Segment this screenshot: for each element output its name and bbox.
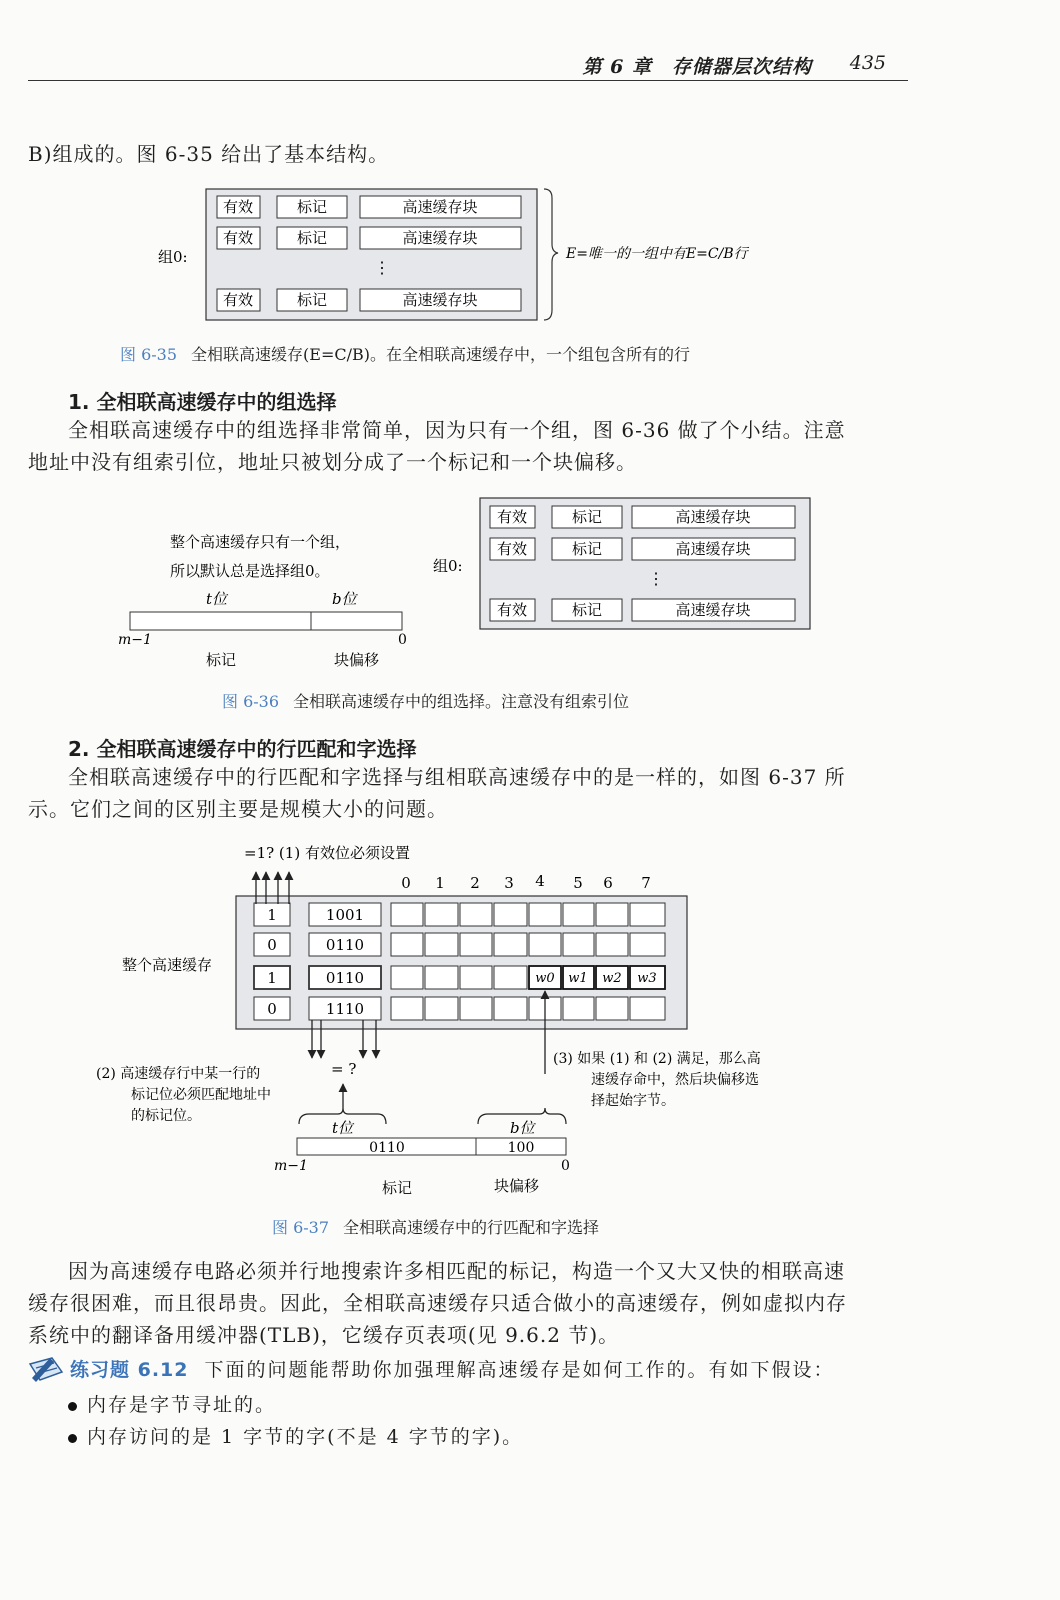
exercise-heading [70,1355,835,1382]
figure-6-35 [0,180,1060,330]
fig35-brace-note: E=唯一的一组中有E=C/B行 [566,246,748,262]
byte-cell [563,997,594,1020]
intro-paragraph: B)组成的。图 6-35 给出了基本结构。 [28,142,390,166]
tag-bits: 1001 [325,906,365,924]
fig36-set-label: 组0: [433,557,463,575]
fig37-address-offset: 100 [507,1140,535,1156]
byte-cell [494,933,527,956]
fig37-b-bits: b位 [510,1119,535,1137]
tag-label: 标记 [296,229,328,247]
figure-6-36 [0,490,1060,680]
chapter-title: 第 6 章 存储器层次结构 [582,56,812,78]
fig37-t-bits: t位 [332,1119,354,1137]
byte-cell [529,903,561,926]
fig36-note-line-1: 整个高速缓存只有一个组， [170,533,351,551]
fig35-ellipsis: ⋮ [374,258,390,277]
column-index: 1 [435,874,445,892]
fig36-offset-field [311,612,402,630]
fig37-caption [272,1215,599,1238]
block-label: 高速缓存块 [675,508,751,526]
byte-cell [596,997,628,1020]
exercise-title: 练习题 6.12 [70,1359,189,1381]
fig37-note2-line-1: (2) 高速缓存行中某一行的 [96,1066,261,1082]
tag-bits: 1110 [325,1000,365,1018]
fig37-note3-line-3: 择起始字节。 [591,1093,675,1109]
block-label: 高速缓存块 [675,601,751,619]
byte-cell [391,997,423,1020]
byte-cell [630,933,665,956]
section-1-paragraph-line-2: 地址中没有组索引位，地址只被划分成了一个标记和一个块偏移。 [28,450,637,474]
tag-label: 标记 [571,601,603,619]
byte-cell [391,933,423,956]
valid-bit: 1 [267,906,277,924]
fig35-brace [544,189,558,320]
fig36-caption [222,689,629,712]
block-label: 高速缓存块 [402,291,478,309]
byte-cell [460,966,492,989]
bullet-text: 内存访问的是 1 字节的字(不是 4 字节的字)。 [87,1426,524,1448]
valid-label: 有效 [222,229,254,247]
block-label: 高速缓存块 [402,229,478,247]
page-number: 435 [849,52,886,74]
fig37-top-note: =1? (1) 有效位必须设置 [244,844,410,862]
fig37-caption-number: 图 6-37 [272,1218,330,1237]
tag-label: 标记 [571,540,603,558]
byte-cell [563,903,594,926]
valid-bit: 1 [267,969,277,987]
byte-cell [596,903,628,926]
fig36-ellipsis: ⋮ [648,569,664,588]
fig37-compare: = ? [331,1060,357,1078]
fig37-note2-line-2: 标记位必须匹配地址中 [131,1087,271,1103]
fig36-tag-label: 标记 [206,651,237,669]
byte-cell [494,903,527,926]
fig36-t-bits: t位 [206,590,228,608]
fig37-column-indices [401,872,651,892]
byte-cell [425,997,458,1020]
fig36-tag-field [130,612,311,630]
fig37-address-tag: 0110 [369,1140,405,1156]
fig37-note3-line-2: 速缓存命中，然后块偏移选 [591,1072,759,1088]
running-header [28,50,908,81]
section-1-title: 1. 全相联高速缓存中的组选择 [68,390,337,414]
fig36-m-1: m−1 [118,632,152,648]
word-label: w3 [637,971,657,986]
fig35-caption-number: 图 6-35 [120,345,178,364]
fig36-b-bits: b位 [332,590,357,608]
fig36-note-line-2: 所以默认总是选择组0。 [170,562,330,580]
section-2-paragraph-line-2: 示。它们之间的区别主要是规模大小的问题。 [28,797,448,821]
valid-label: 有效 [496,540,528,558]
block-label: 高速缓存块 [675,540,751,558]
fig37-tag-label: 标记 [382,1179,413,1197]
column-index: 3 [504,874,514,892]
column-index: 6 [603,874,613,892]
fig37-selected-words [529,966,665,989]
column-index: 2 [470,874,480,892]
byte-cell [630,903,665,926]
exercise-bullet [68,1422,523,1449]
valid-label: 有效 [496,601,528,619]
tag-bits: 0110 [325,936,365,954]
block-label: 高速缓存块 [402,198,478,216]
valid-bit: 0 [267,1000,277,1018]
closing-paragraph-line-1: 因为高速缓存电路必须并行地搜索许多相匹配的标记，构造一个又大又快的相联高速 [68,1259,845,1283]
fig35-set-label: 组0: [158,248,188,266]
fig36-caption-text: 全相联高速缓存中的组选择。注意没有组索引位 [293,692,630,711]
byte-cell [630,997,665,1020]
valid-label: 有效 [496,508,528,526]
column-index: 0 [401,874,411,892]
valid-label: 有效 [222,198,254,216]
valid-bit: 0 [267,936,277,954]
fig37-note2-line-3: 的标记位。 [131,1108,201,1124]
tag-bits: 0110 [325,969,365,987]
byte-cell [391,966,423,989]
byte-cell [596,933,628,956]
closing-paragraph-line-2: 缓存很困难，而且很昂贵。因此，全相联高速缓存只适合做小的高速缓存，例如虚拟内存 [28,1291,847,1315]
column-index: 7 [641,874,651,892]
tag-label: 标记 [571,508,603,526]
bullet-text: 内存是字节寻址的。 [87,1394,277,1416]
byte-cell [529,933,561,956]
fig36-caption-number: 图 6-36 [222,692,280,711]
section-2-title: 2. 全相联高速缓存中的行匹配和字选择 [68,737,417,761]
fig37-caption-text: 全相联高速缓存中的行匹配和字选择 [343,1218,600,1237]
byte-cell [425,933,458,956]
fig36-offset-label: 块偏移 [334,651,380,669]
fig37-offset-label: 块偏移 [494,1177,540,1195]
word-label: w1 [568,971,588,986]
pencil-paper-icon [28,1354,64,1382]
bullet-dot [68,1402,77,1411]
section-1-paragraph-line-1: 全相联高速缓存中的组选择非常简单，因为只有一个组，图 6-36 做了个小结。注意 [68,418,846,442]
byte-cell [563,933,594,956]
byte-cell [460,903,492,926]
byte-cell [460,933,492,956]
byte-cell [425,966,458,989]
word-label: w2 [602,971,622,986]
tag-label: 标记 [296,198,328,216]
tag-label: 标记 [296,291,328,309]
exercise-bullet [68,1390,276,1417]
column-index: 5 [573,874,583,892]
fig37-m-1: m−1 [274,1158,308,1174]
exercise-intro: 下面的问题能帮助你加强理解高速缓存是如何工作的。有如下假设： [204,1359,835,1381]
byte-cell [425,903,458,926]
byte-cell [494,997,527,1020]
byte-cell [460,997,492,1020]
byte-cell [494,966,527,989]
word-label: w0 [535,971,555,986]
fig36-zero: 0 [398,632,407,648]
valid-label: 有效 [222,291,254,309]
fig35-caption-text: 全相联高速缓存(E=C/B)。在全相联高速缓存中，一个组包含所有的行 [191,345,691,364]
fig37-note3-line-1: (3) 如果 (1) 和 (2) 满足，那么高 [553,1051,761,1067]
column-index: 4 [535,872,545,890]
bullet-dot [68,1434,77,1443]
fig35-caption [120,342,690,365]
closing-paragraph-line-3: 系统中的翻译备用缓冲器(TLB)，它缓存页表项(见 9.6.2 节)。 [28,1323,620,1347]
section-2-paragraph-line-1: 全相联高速缓存中的行匹配和字选择与组相联高速缓存中的是一样的，如图 6-37 所 [68,765,846,789]
byte-cell [391,903,423,926]
fig37-zero: 0 [561,1158,570,1174]
figure-6-37 [0,838,1060,1210]
fig37-cache-label: 整个高速缓存 [122,956,213,974]
